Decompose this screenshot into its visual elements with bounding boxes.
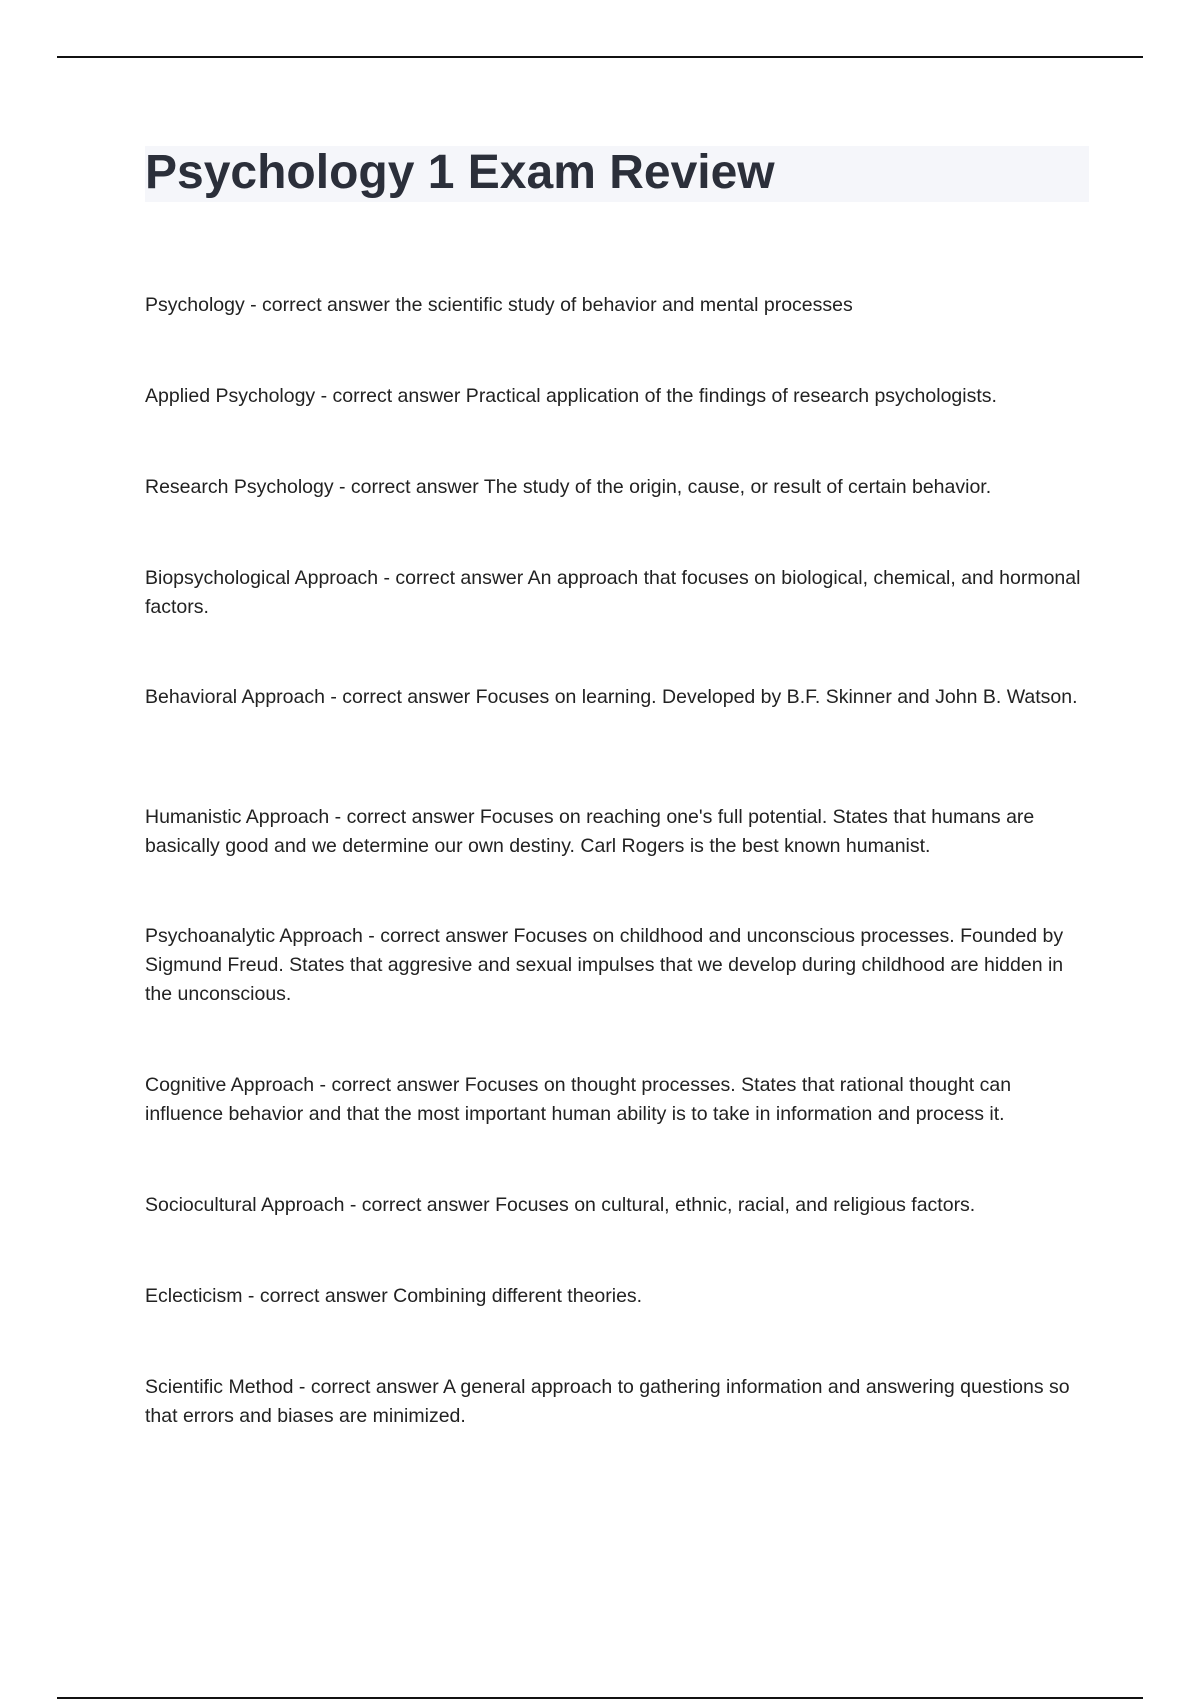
entry-cognitive-approach: Cognitive Approach - correct answer Focuses on thought processes. States that rational thought can influence behavior and that the most important human ability is to take in information and process it. xyxy=(145,1074,1012,1125)
entry-applied-psychology: Applied Psychology - correct answer Practical application of the findings of research psychologists. xyxy=(145,385,997,407)
top-rule xyxy=(57,56,1143,58)
entry-psychoanalytic-approach: Psychoanalytic Approach - correct answer Focuses on childhood and unconscious processes. Founded by Sigmund Freud. States that aggresive and sexual impulses that we develop during childhood are hidden in the unconscious. xyxy=(145,925,1064,1005)
entry-psychology: Psychology - correct answer the scientific study of behavior and mental processes xyxy=(145,294,853,316)
entry-sociocultural-approach: Sociocultural Approach - correct answer Focuses on cultural, ethnic, racial, and religious factors. xyxy=(145,1194,976,1216)
entry-behavioral-approach: Behavioral Approach - correct answer Focuses on learning. Developed by B.F. Skinner and John B. Watson. xyxy=(145,686,1078,708)
entry-humanistic-approach: Humanistic Approach - correct answer Focuses on reaching one's full potential. States that humans are basically good and we determine our own destiny. Carl Rogers is the best known humanist. xyxy=(145,806,1035,857)
entry-scientific-method: Scientific Method - correct answer A general approach to gathering information and answering questions so that errors and biases are minimized. xyxy=(145,1376,1070,1427)
document-title: Psychology 1 Exam Review xyxy=(145,146,775,199)
bottom-rule xyxy=(57,1697,1143,1699)
entry-eclecticism: Eclecticism - correct answer Combining different theories. xyxy=(145,1285,643,1307)
entry-research-psychology: Research Psychology - correct answer The study of the origin, cause, or result of certain behavior. xyxy=(145,476,992,498)
entry-biopsychological-approach: Biopsychological Approach - correct answer An approach that focuses on biological, chemical, and hormonal factors. xyxy=(145,567,1081,618)
